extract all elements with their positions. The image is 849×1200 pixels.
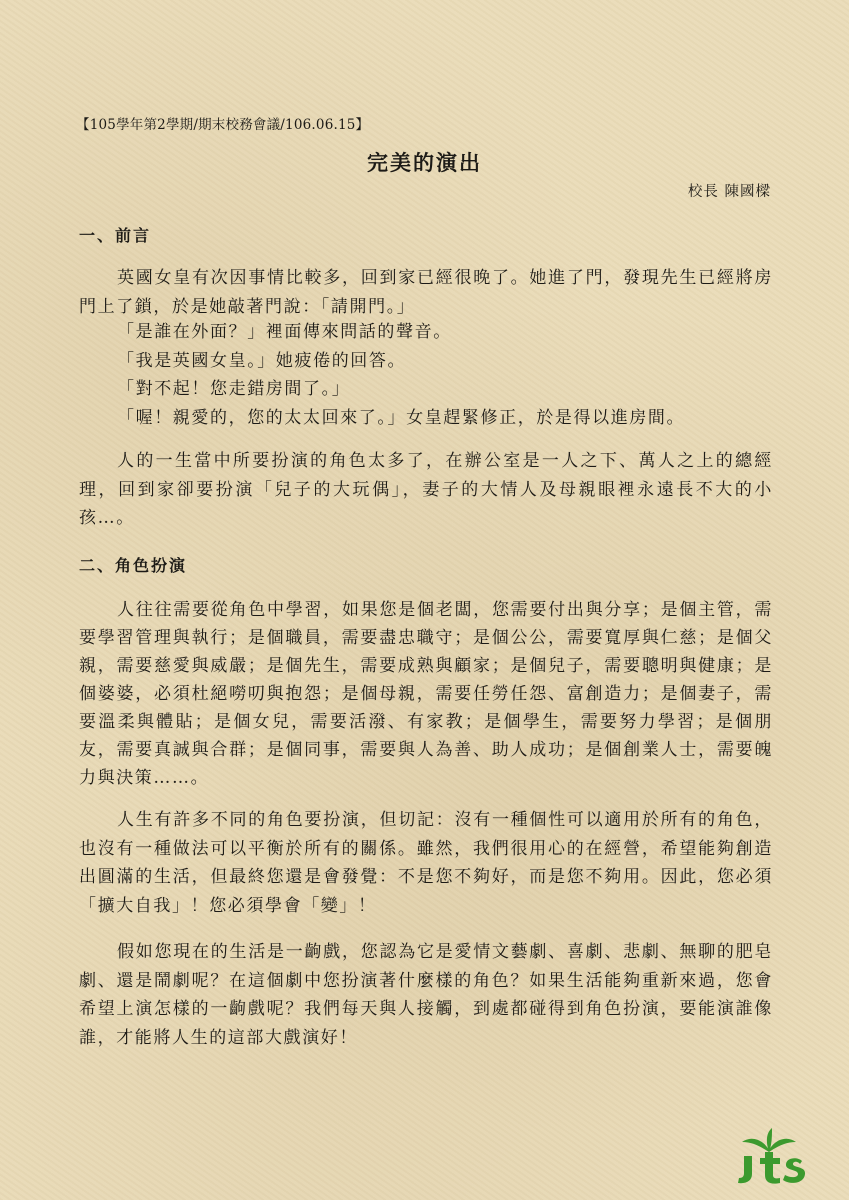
section-heading-preface: 一、前言 bbox=[79, 226, 152, 245]
dialog-line: 「對不起！您走錯房間了。」 bbox=[117, 379, 351, 400]
dialog-line: 「我是英國女皇。」她疲倦的回答。 bbox=[117, 350, 407, 371]
preface-paragraph-2: 人的一生當中所要扮演的角色太多了，在辦公室是一人之下、萬人之上的總經理，回到家卻要扮演「兒子的大玩偶」，妻子的大情人及母親眼裡永遠長不大的小孩…。 bbox=[79, 451, 773, 529]
dialog-line: 「是誰在外面？」裡面傳來問話的聲音。 bbox=[117, 322, 452, 342]
section-heading-role-play: 二、角色扮演 bbox=[79, 556, 188, 575]
jts-logo bbox=[732, 1128, 806, 1184]
preface-dialog bbox=[79, 318, 773, 432]
meeting-header-tag: 【105學年第2學期/期末校務會議/106.06.15】 bbox=[76, 117, 370, 133]
preface-paragraph-1: 英國女皇有次因事情比較多，回到家已經很晚了。她進了門，發現先生已經將房門上了鎖，於是她敲著門說：「請開門。」 bbox=[79, 268, 773, 317]
role-play-paragraph-1: 人往往需要從角色中學習，如果您是個老闆，您需要付出與分享；是個主管，需要學習管理與執行；是個職員，需要盡忠職守；是個公公，需要寬厚與仁慈；是個父親，需要慈愛與威嚴；是個先生，需要成熟與顧家；是個兒子，需要聰明與健康；是個婆婆，必須杜絕嘮叨與抱怨；是個母親，需要任勞任怨、富創造力；是個妻子，需要溫柔與體貼；是個女兒，需要活潑、有家教；是個學生，需要努力學習；是個朋友，需要真誠與合群；是個同事，需要與人為善、助人成功；是個創業人士，需要魄力與決策……。 bbox=[79, 600, 773, 788]
author-byline: 校長 陳國樑 bbox=[687, 184, 771, 200]
document-title: 完美的演出 bbox=[367, 150, 482, 175]
dialog-line: 「喔！親愛的，您的太太回來了。」女皇趕緊修正，於是得以進房間。 bbox=[117, 407, 686, 428]
role-play-paragraph-2: 人生有許多不同的角色要扮演，但切記：沒有一種個性可以適用於所有的角色，也沒有一種做法可以平衡於所有的關係。雖然，我們很用心的在經營，希望能夠創造出圓滿的生活，但最終您還是會發覺：不是您不夠好，而是您不夠用。因此，您必須「擴大自我」！您必須學會「變」！ bbox=[79, 810, 773, 916]
role-play-paragraph-3: 假如您現在的生活是一齣戲，您認為它是愛情文藝劇、喜劇、悲劇、無聊的肥皂劇、還是鬧劇呢？在這個劇中您扮演著什麼樣的角色？如果生活能夠重新來過，您會希望上演怎樣的一齣戲呢？我們每天與人接觸，到處都碰得到角色扮演，要能演誰像誰，才能將人生的這部大戲演好！ bbox=[79, 942, 773, 1048]
